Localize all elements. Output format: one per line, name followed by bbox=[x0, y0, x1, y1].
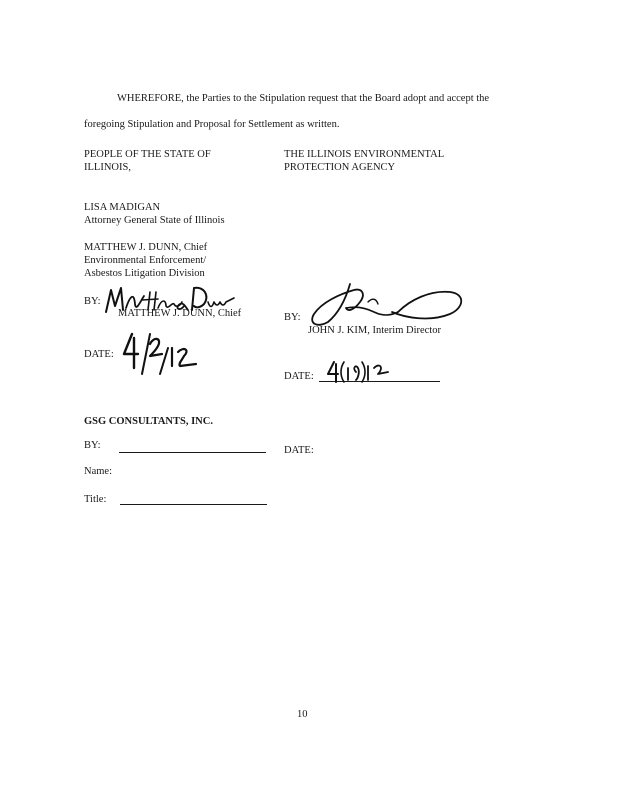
gsg-by-label: BY: bbox=[84, 440, 101, 451]
people-handwritten-date-image bbox=[120, 330, 200, 378]
iepa-signer-name: JOHN J. KIM, Interim Director bbox=[308, 325, 441, 336]
gsg-title-label: Title: bbox=[84, 494, 107, 505]
iepa-by-label: BY: bbox=[284, 312, 301, 323]
gsg-title-line bbox=[120, 504, 267, 505]
intro-line-1: WHEREFORE, the Parties to the Stipulation request that the Board adopt and accept the bbox=[117, 93, 490, 104]
gsg-by-line bbox=[119, 452, 266, 453]
chief-name: MATTHEW J. DUNN, Chief bbox=[84, 242, 208, 253]
ag-title: Attorney General State of Illinois bbox=[84, 215, 225, 226]
people-signer-name: MATTHEW J. DUNN, Chief bbox=[118, 308, 242, 319]
people-party-line-2: ILLINOIS, bbox=[84, 162, 131, 173]
iepa-party-line-2: PROTECTION AGENCY bbox=[284, 162, 396, 173]
intro-line-2: foregoing Stipulation and Proposal for Settlement as written. bbox=[84, 119, 340, 130]
page-number: 10 bbox=[297, 709, 308, 720]
people-party-line-1: PEOPLE OF THE STATE OF bbox=[84, 149, 211, 160]
iepa-handwritten-date-image bbox=[326, 360, 398, 384]
gsg-date-label: DATE: bbox=[284, 445, 314, 456]
gsg-heading: GSG CONSULTANTS, INC. bbox=[84, 416, 213, 427]
division-line-2: Asbestos Litigation Division bbox=[84, 268, 205, 279]
kim-signature-image bbox=[300, 280, 465, 330]
division-line-1: Environmental Enforcement/ bbox=[84, 255, 207, 266]
ag-name: LISA MADIGAN bbox=[84, 202, 161, 213]
gsg-name-label: Name: bbox=[84, 466, 112, 477]
iepa-date-label: DATE: bbox=[284, 371, 314, 382]
iepa-party-line-1: THE ILLINOIS ENVIRONMENTAL bbox=[284, 149, 445, 160]
people-date-label: DATE: bbox=[84, 349, 114, 360]
people-by-label: BY: bbox=[84, 296, 101, 307]
